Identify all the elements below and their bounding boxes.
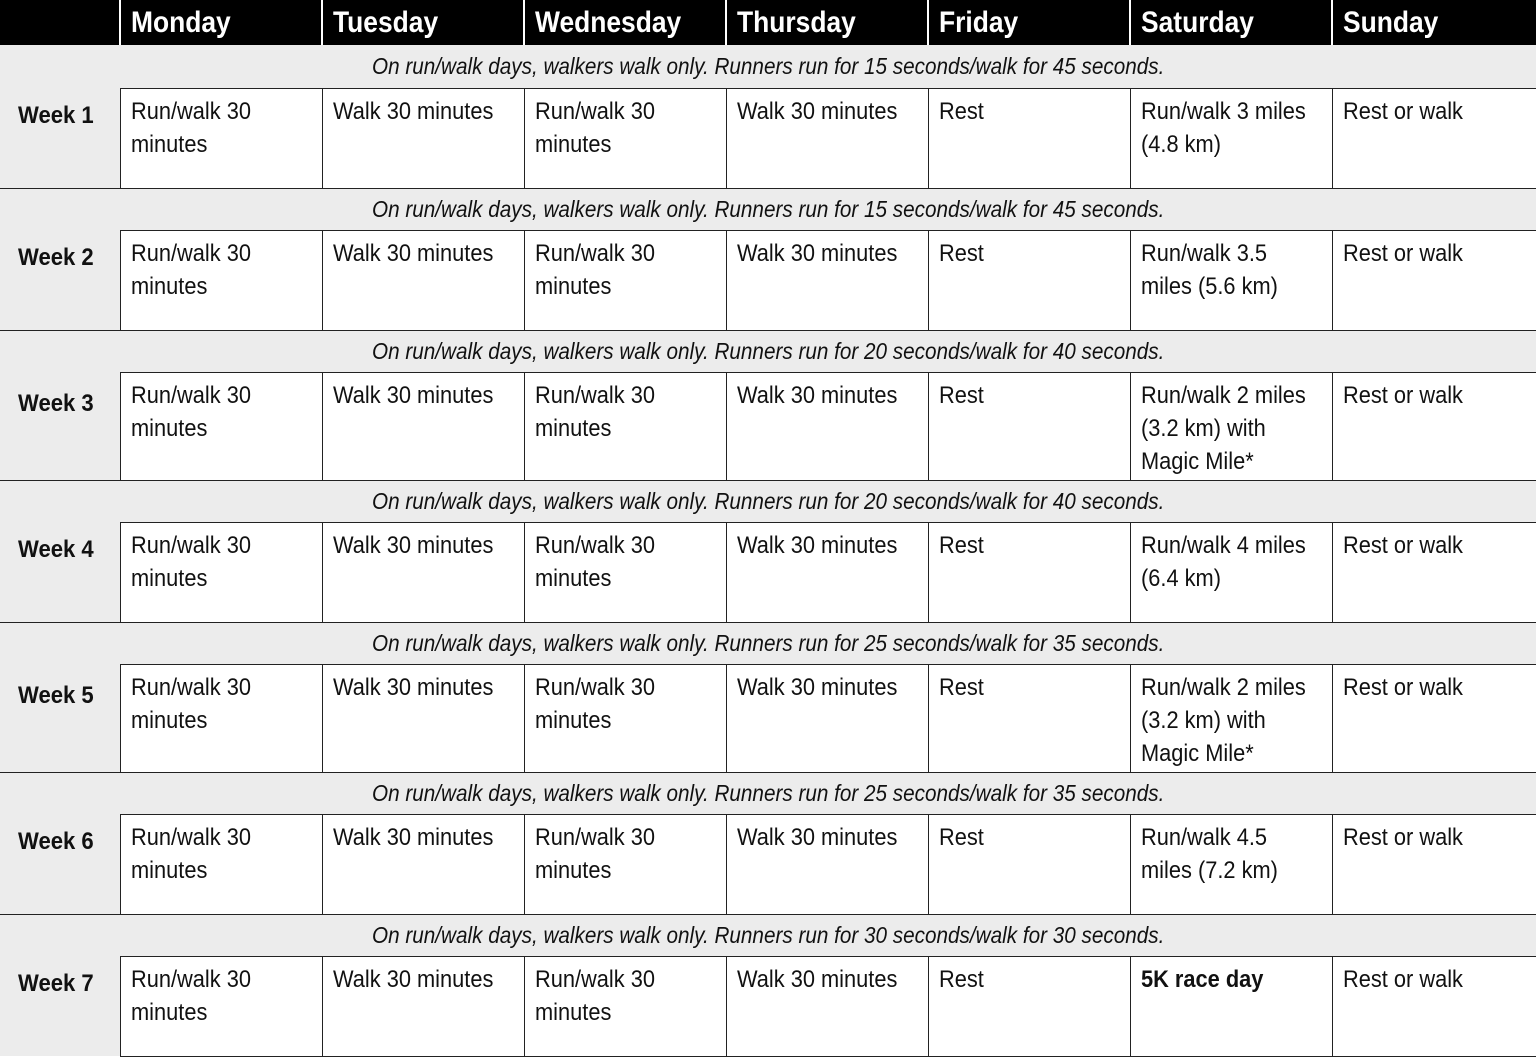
week-note-row (0, 45, 1536, 88)
day-cell-tuesday (322, 664, 524, 772)
cell-text: Walk 30 minutes (332, 673, 493, 701)
day-cell-sunday (1332, 522, 1536, 622)
header-label: Wednesday (535, 5, 682, 39)
day-cell-tuesday (322, 814, 524, 914)
cell-text: Run/walk 30 minutes (534, 965, 655, 1026)
header-monday (120, 0, 322, 45)
day-cell-friday (928, 230, 1130, 330)
week-label-text: Week 3 (18, 389, 94, 417)
week-note (0, 622, 1536, 664)
cell-text: 5K race day (1140, 965, 1263, 993)
cell-text: Run/walk 3 miles (4.8 km) (1140, 97, 1306, 158)
week-note-row (0, 480, 1536, 522)
day-cell-wednesday (524, 814, 726, 914)
cell-text: Run/walk 30 minutes (534, 531, 655, 592)
cell-text: Run/walk 4.5 miles (7.2 km) (1140, 823, 1278, 884)
cell-text: Run/walk 2 miles (3.2 km) with Magic Mile* (1140, 381, 1306, 475)
cell-text: Run/walk 2 miles (3.2 km) with Magic Mile* (1140, 673, 1306, 767)
cell-text: Walk 30 minutes (736, 239, 897, 267)
week-note (0, 772, 1536, 814)
cell-text: Run/walk 30 minutes (130, 823, 251, 884)
day-cell-thursday (726, 372, 928, 480)
day-cell-sunday (1332, 372, 1536, 480)
week-label-text: Week 5 (18, 681, 94, 709)
cell-text: Rest or walk (1342, 823, 1463, 851)
day-cell-wednesday (524, 956, 726, 1056)
day-cell-saturday (1130, 88, 1332, 188)
header-friday (928, 0, 1130, 45)
day-cell-monday (120, 372, 322, 480)
day-cell-sunday (1332, 664, 1536, 772)
header-label: Thursday (737, 5, 856, 39)
day-cell-saturday (1130, 522, 1332, 622)
week-note-text: On run/walk days, walkers walk only. Runners run for 25 seconds/walk for 35 seconds. (371, 779, 1165, 806)
day-cell-monday (120, 88, 322, 188)
day-cell-wednesday (524, 664, 726, 772)
cell-text: Run/walk 30 minutes (130, 97, 251, 158)
week-note-row (0, 188, 1536, 230)
table-body (0, 45, 1536, 1056)
day-cell-thursday (726, 814, 928, 914)
week-label (0, 956, 120, 1056)
cell-text: Run/walk 30 minutes (534, 823, 655, 884)
day-cell-friday (928, 88, 1130, 188)
cell-text: Run/walk 30 minutes (130, 673, 251, 734)
cell-text: Walk 30 minutes (332, 97, 493, 125)
day-cell-monday (120, 230, 322, 330)
week-label (0, 664, 120, 772)
header-thursday (726, 0, 928, 45)
week-note-text: On run/walk days, walkers walk only. Runners run for 20 seconds/walk for 40 seconds. (371, 487, 1165, 514)
day-cell-friday (928, 814, 1130, 914)
week-row (0, 372, 1536, 480)
week-label-text: Week 4 (18, 535, 94, 563)
table-header (0, 0, 1536, 45)
week-label (0, 88, 120, 188)
header-label: Monday (131, 5, 231, 39)
cell-text: Walk 30 minutes (332, 381, 493, 409)
cell-text: Walk 30 minutes (736, 97, 897, 125)
header-row (0, 0, 1536, 45)
week-note-text: On run/walk days, walkers walk only. Runners run for 15 seconds/walk for 45 seconds. (371, 52, 1165, 79)
cell-text: Rest or walk (1342, 239, 1463, 267)
header-label: Saturday (1141, 5, 1254, 39)
header-corner (0, 0, 120, 45)
day-cell-wednesday (524, 88, 726, 188)
week-note-row (0, 772, 1536, 814)
cell-text: Walk 30 minutes (736, 673, 897, 701)
cell-text: Run/walk 30 minutes (534, 381, 655, 442)
week-row (0, 88, 1536, 188)
cell-text: Walk 30 minutes (736, 823, 897, 851)
day-cell-thursday (726, 522, 928, 622)
cell-text: Walk 30 minutes (736, 531, 897, 559)
day-cell-thursday (726, 956, 928, 1056)
cell-text: Rest or walk (1342, 965, 1463, 993)
cell-text: Walk 30 minutes (736, 965, 897, 993)
day-cell-monday (120, 814, 322, 914)
week-note-row (0, 622, 1536, 664)
day-cell-sunday (1332, 230, 1536, 330)
day-cell-tuesday (322, 88, 524, 188)
week-note-row (0, 914, 1536, 956)
day-cell-wednesday (524, 230, 726, 330)
week-note (0, 188, 1536, 230)
week-row (0, 230, 1536, 330)
cell-text: Walk 30 minutes (332, 823, 493, 851)
day-cell-friday (928, 956, 1130, 1056)
cell-text: Rest (938, 965, 984, 993)
cell-text: Rest or walk (1342, 673, 1463, 701)
cell-text: Rest or walk (1342, 381, 1463, 409)
week-label-text: Week 1 (18, 101, 94, 129)
week-note-text: On run/walk days, walkers walk only. Runners run for 25 seconds/walk for 35 seconds. (371, 629, 1165, 656)
cell-text: Rest or walk (1342, 97, 1463, 125)
week-label (0, 230, 120, 330)
day-cell-friday (928, 372, 1130, 480)
cell-text: Run/walk 30 minutes (130, 381, 251, 442)
header-saturday (1130, 0, 1332, 45)
day-cell-friday (928, 664, 1130, 772)
cell-text: Rest (938, 673, 984, 701)
cell-text: Run/walk 3.5 miles (5.6 km) (1140, 239, 1278, 300)
header-tuesday (322, 0, 524, 45)
week-label (0, 814, 120, 914)
day-cell-monday (120, 664, 322, 772)
week-note (0, 480, 1536, 522)
day-cell-tuesday (322, 956, 524, 1056)
day-cell-tuesday (322, 230, 524, 330)
cell-text: Rest (938, 531, 984, 559)
week-row (0, 956, 1536, 1056)
day-cell-sunday (1332, 956, 1536, 1056)
cell-text: Rest (938, 381, 984, 409)
week-row (0, 522, 1536, 622)
day-cell-saturday (1130, 664, 1332, 772)
header-label: Tuesday (333, 5, 439, 39)
week-label (0, 522, 120, 622)
day-cell-wednesday (524, 522, 726, 622)
day-cell-tuesday (322, 372, 524, 480)
week-label-text: Week 6 (18, 827, 94, 855)
week-note (0, 330, 1536, 372)
week-label (0, 372, 120, 480)
cell-text: Run/walk 30 minutes (534, 673, 655, 734)
day-cell-thursday (726, 230, 928, 330)
cell-text: Walk 30 minutes (332, 239, 493, 267)
week-label-text: Week 7 (18, 970, 94, 997)
day-cell-wednesday (524, 372, 726, 480)
day-cell-sunday (1332, 814, 1536, 914)
header-wednesday (524, 0, 726, 45)
cell-text: Walk 30 minutes (332, 531, 493, 559)
header-label: Sunday (1343, 5, 1439, 39)
day-cell-thursday (726, 664, 928, 772)
week-note-row (0, 330, 1536, 372)
cell-text: Run/walk 30 minutes (130, 965, 251, 1026)
cell-text: Walk 30 minutes (332, 965, 493, 993)
cell-text: Walk 30 minutes (736, 381, 897, 409)
day-cell-saturday-race-day (1130, 956, 1332, 1056)
day-cell-monday (120, 522, 322, 622)
cell-text: Run/walk 30 minutes (534, 97, 655, 158)
cell-text: Run/walk 30 minutes (130, 531, 251, 592)
day-cell-friday (928, 522, 1130, 622)
cell-text: Run/walk 4 miles (6.4 km) (1140, 531, 1306, 592)
day-cell-saturday (1130, 814, 1332, 914)
week-note (0, 45, 1536, 88)
week-note (0, 914, 1536, 956)
day-cell-saturday (1130, 230, 1332, 330)
cell-text: Rest (938, 239, 984, 267)
cell-text: Rest (938, 97, 984, 125)
week-note-text: On run/walk days, walkers walk only. Runners run for 30 seconds/walk for 30 seconds. (371, 921, 1165, 948)
week-note-text: On run/walk days, walkers walk only. Runners run for 20 seconds/walk for 40 seconds. (371, 337, 1165, 364)
header-sunday (1332, 0, 1536, 45)
week-row (0, 814, 1536, 914)
cell-text: Rest or walk (1342, 531, 1463, 559)
cell-text: Run/walk 30 minutes (534, 239, 655, 300)
day-cell-thursday (726, 88, 928, 188)
day-cell-sunday (1332, 88, 1536, 188)
week-note-text: On run/walk days, walkers walk only. Runners run for 15 seconds/walk for 45 seconds. (371, 195, 1165, 222)
cell-text: Run/walk 30 minutes (130, 239, 251, 300)
day-cell-tuesday (322, 522, 524, 622)
day-cell-monday (120, 956, 322, 1056)
cell-text: Rest (938, 823, 984, 851)
day-cell-saturday (1130, 372, 1332, 480)
week-row (0, 664, 1536, 772)
week-label-text: Week 2 (18, 243, 94, 271)
header-label: Friday (939, 5, 1019, 39)
